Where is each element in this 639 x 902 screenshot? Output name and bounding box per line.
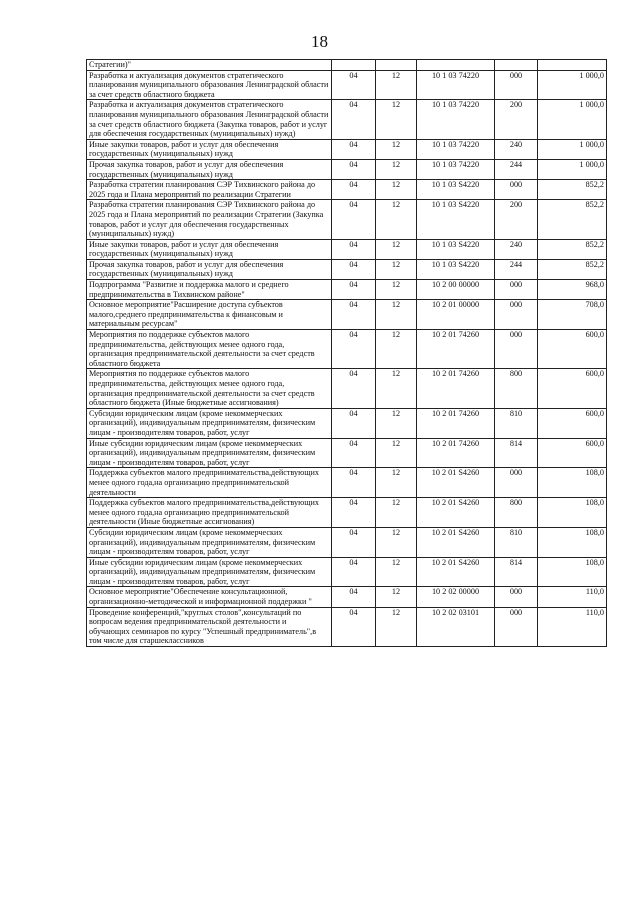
row-amount: 600,0 <box>538 438 607 468</box>
row-amount: 852,2 <box>538 200 607 239</box>
row-target-article: 10 2 00 00000 <box>417 280 495 300</box>
row-amount: 600,0 <box>538 408 607 438</box>
row-target-article: 10 1 03 S4220 <box>417 200 495 239</box>
row-expense-type: 000 <box>495 468 538 498</box>
table-row <box>87 70 607 100</box>
row-expense-type: 000 <box>495 587 538 607</box>
table-row <box>87 100 607 139</box>
row-name: Прочая закупка товаров, работ и услуг для обеспечения государственных (муниципальных) нужд <box>87 259 332 279</box>
row-expense-type: 000 <box>495 607 538 646</box>
row-target-article: 10 2 02 03101 <box>417 607 495 646</box>
row-section: 04 <box>332 527 376 557</box>
table-row <box>87 159 607 179</box>
row-subsection: 12 <box>376 159 417 179</box>
row-name: Разработка и актуализация документов стратегического планирования муниципального образования Ленинградской области за счет средств областного бюджета (Закупка товаров, работ и услуг для обеспечения государственных (муниципальных) нужд) <box>87 100 332 139</box>
row-expense-type: 000 <box>495 70 538 100</box>
table-row <box>87 438 607 468</box>
row-name: Разработка стратегии планирования СЭР Тихвинского района до 2025 года и Плана мероприятий по реализации Стратегии <box>87 180 332 200</box>
row-target-article: 10 1 03 74220 <box>417 139 495 159</box>
row-expense-type: 240 <box>495 139 538 159</box>
row-subsection: 12 <box>376 408 417 438</box>
row-target-article: 10 2 01 74260 <box>417 438 495 468</box>
budget-table-body <box>87 60 607 647</box>
row-name: Основное мероприятие"Расширение доступа субъектов малого,среднего предпринимательства к финансовым и материальным ресурсам" <box>87 300 332 330</box>
row-expense-type: 814 <box>495 557 538 587</box>
row-section: 04 <box>332 70 376 100</box>
row-target-article: 10 2 01 S4260 <box>417 468 495 498</box>
row-section: 04 <box>332 438 376 468</box>
row-name: Проведение конференций,"круглых столов",консультаций по вопросам ведения предпринимательской деятельности и обучающих семинаров по курсу "Успешный предприниматель",в том числе для старшеклассников <box>87 607 332 646</box>
table-row <box>87 139 607 159</box>
row-amount: 852,2 <box>538 180 607 200</box>
row-expense-type: 810 <box>495 408 538 438</box>
row-expense-type: 814 <box>495 438 538 468</box>
row-amount: 600,0 <box>538 369 607 408</box>
row-target-article: 10 1 03 S4220 <box>417 239 495 259</box>
table-row <box>87 330 607 369</box>
row-target-article <box>417 60 495 71</box>
row-section: 04 <box>332 587 376 607</box>
row-name: Подпрограмма "Развитие и поддержка малого и среднего предпринимательства в Тихвинском районе" <box>87 280 332 300</box>
row-section: 04 <box>332 607 376 646</box>
row-section: 04 <box>332 280 376 300</box>
row-expense-type: 240 <box>495 239 538 259</box>
row-amount: 852,2 <box>538 259 607 279</box>
row-subsection: 12 <box>376 180 417 200</box>
row-amount: 600,0 <box>538 330 607 369</box>
row-amount: 108,0 <box>538 498 607 528</box>
budget-table <box>86 59 607 647</box>
row-expense-type: 244 <box>495 259 538 279</box>
row-section: 04 <box>332 139 376 159</box>
row-amount: 1 000,0 <box>538 159 607 179</box>
row-amount: 1 000,0 <box>538 139 607 159</box>
table-row <box>87 200 607 239</box>
row-expense-type: 000 <box>495 330 538 369</box>
row-section: 04 <box>332 259 376 279</box>
table-row <box>87 408 607 438</box>
row-section: 04 <box>332 200 376 239</box>
row-expense-type: 244 <box>495 159 538 179</box>
row-section: 04 <box>332 180 376 200</box>
row-target-article: 10 2 01 S4260 <box>417 498 495 528</box>
row-name: Субсидии юридическим лицам (кроме некоммерческих организаций), индивидуальным предпринимателям, физическим лицам - производителям товаров, работ, услуг <box>87 408 332 438</box>
row-section: 04 <box>332 330 376 369</box>
table-row <box>87 498 607 528</box>
page-number: 18 <box>311 32 328 51</box>
row-subsection: 12 <box>376 438 417 468</box>
row-target-article: 10 1 03 74220 <box>417 100 495 139</box>
table-row <box>87 587 607 607</box>
row-name: Стратегии)" <box>87 60 332 71</box>
row-name: Субсидии юридическим лицам (кроме некоммерческих организаций), индивидуальным предпринимателям, физическим лицам - производителям товаров, работ, услуг <box>87 527 332 557</box>
row-target-article: 10 1 03 S4220 <box>417 259 495 279</box>
table-row <box>87 60 607 71</box>
row-subsection: 12 <box>376 498 417 528</box>
row-target-article: 10 2 01 S4260 <box>417 557 495 587</box>
row-section: 04 <box>332 369 376 408</box>
row-amount: 1 000,0 <box>538 100 607 139</box>
row-target-article: 10 2 01 74260 <box>417 369 495 408</box>
row-section: 04 <box>332 498 376 528</box>
row-section: 04 <box>332 300 376 330</box>
table-row <box>87 557 607 587</box>
row-amount <box>538 60 607 71</box>
row-amount: 852,2 <box>538 239 607 259</box>
row-target-article: 10 2 01 S4260 <box>417 527 495 557</box>
row-expense-type <box>495 60 538 71</box>
row-amount: 108,0 <box>538 468 607 498</box>
row-expense-type: 800 <box>495 369 538 408</box>
row-name: Иные субсидии юридическим лицам (кроме некоммерческих организаций), индивидуальным предпринимателям, физическим лицам - производителям товаров, работ, услуг <box>87 557 332 587</box>
row-subsection: 12 <box>376 259 417 279</box>
row-subsection: 12 <box>376 369 417 408</box>
row-expense-type: 000 <box>495 300 538 330</box>
row-subsection: 12 <box>376 330 417 369</box>
row-name: Поддержка субъектов малого предпринимательства,действующих менее одного года,на организацию предпринимательской деятельности <box>87 468 332 498</box>
row-amount: 968,0 <box>538 280 607 300</box>
row-subsection: 12 <box>376 557 417 587</box>
row-name: Разработка и актуализация документов стратегического планирования муниципального образования Ленинградской области за счет средств областного бюджета <box>87 70 332 100</box>
row-expense-type: 000 <box>495 280 538 300</box>
table-row <box>87 369 607 408</box>
row-subsection: 12 <box>376 239 417 259</box>
table-row <box>87 280 607 300</box>
row-amount: 1 000,0 <box>538 70 607 100</box>
row-name: Иные закупки товаров, работ и услуг для обеспечения государственных (муниципальных) нужд <box>87 139 332 159</box>
row-section: 04 <box>332 408 376 438</box>
row-name: Прочая закупка товаров, работ и услуг для обеспечения государственных (муниципальных) нужд <box>87 159 332 179</box>
row-target-article: 10 1 03 S4220 <box>417 180 495 200</box>
row-amount: 108,0 <box>538 527 607 557</box>
row-name: Поддержка субъектов малого предпринимательства,действующих менее одного года,на организацию предпринимательской деятельности (Иные бюджетные ассигнования) <box>87 498 332 528</box>
row-name: Иные закупки товаров, работ и услуг для обеспечения государственных (муниципальных) нужд <box>87 239 332 259</box>
row-amount: 108,0 <box>538 557 607 587</box>
table-row <box>87 468 607 498</box>
row-name: Мероприятия по поддержке субъектов малого предпринимательства, действующих менее одного года, организация предпринимательской деятельности за счет средств областного бюджета (Иные бюджетные ассигнования) <box>87 369 332 408</box>
row-subsection: 12 <box>376 527 417 557</box>
row-subsection: 12 <box>376 468 417 498</box>
table-row <box>87 300 607 330</box>
row-target-article: 10 2 02 00000 <box>417 587 495 607</box>
row-section: 04 <box>332 557 376 587</box>
row-amount: 110,0 <box>538 587 607 607</box>
row-expense-type: 800 <box>495 498 538 528</box>
row-subsection: 12 <box>376 300 417 330</box>
row-section: 04 <box>332 159 376 179</box>
row-section <box>332 60 376 71</box>
row-expense-type: 200 <box>495 100 538 139</box>
table-row <box>87 259 607 279</box>
row-subsection: 12 <box>376 100 417 139</box>
row-expense-type: 810 <box>495 527 538 557</box>
row-target-article: 10 2 01 74260 <box>417 330 495 369</box>
row-section: 04 <box>332 100 376 139</box>
row-name: Иные субсидии юридическим лицам (кроме некоммерческих организаций), индивидуальным предпринимателям, физическим лицам - производителям товаров, работ, услуг <box>87 438 332 468</box>
row-section: 04 <box>332 239 376 259</box>
row-expense-type: 000 <box>495 180 538 200</box>
row-subsection: 12 <box>376 200 417 239</box>
row-amount: 708,0 <box>538 300 607 330</box>
row-subsection: 12 <box>376 139 417 159</box>
row-subsection: 12 <box>376 587 417 607</box>
row-target-article: 10 2 01 00000 <box>417 300 495 330</box>
row-subsection: 12 <box>376 280 417 300</box>
row-subsection: 12 <box>376 70 417 100</box>
row-target-article: 10 1 03 74220 <box>417 70 495 100</box>
row-section: 04 <box>332 468 376 498</box>
table-row <box>87 607 607 646</box>
row-name: Основное мероприятие"Обеспечение консультационной, организационно-методической и информационной поддержки " <box>87 587 332 607</box>
row-subsection: 12 <box>376 607 417 646</box>
table-row <box>87 239 607 259</box>
row-name: Разработка стратегии планирования СЭР Тихвинского района до 2025 года и Плана мероприятий по реализации Стратегии (Закупка товаров, работ и услуг для обеспечения государственных (муниципальных) нужд) <box>87 200 332 239</box>
row-amount: 110,0 <box>538 607 607 646</box>
table-row <box>87 180 607 200</box>
row-subsection <box>376 60 417 71</box>
row-expense-type: 200 <box>495 200 538 239</box>
row-target-article: 10 1 03 74220 <box>417 159 495 179</box>
row-name: Мероприятия по поддержке субъектов малого предпринимательства, действующих менее одного года, организация предпринимательской деятельности за счет средств областного бюджета <box>87 330 332 369</box>
table-row <box>87 527 607 557</box>
row-target-article: 10 2 01 74260 <box>417 408 495 438</box>
